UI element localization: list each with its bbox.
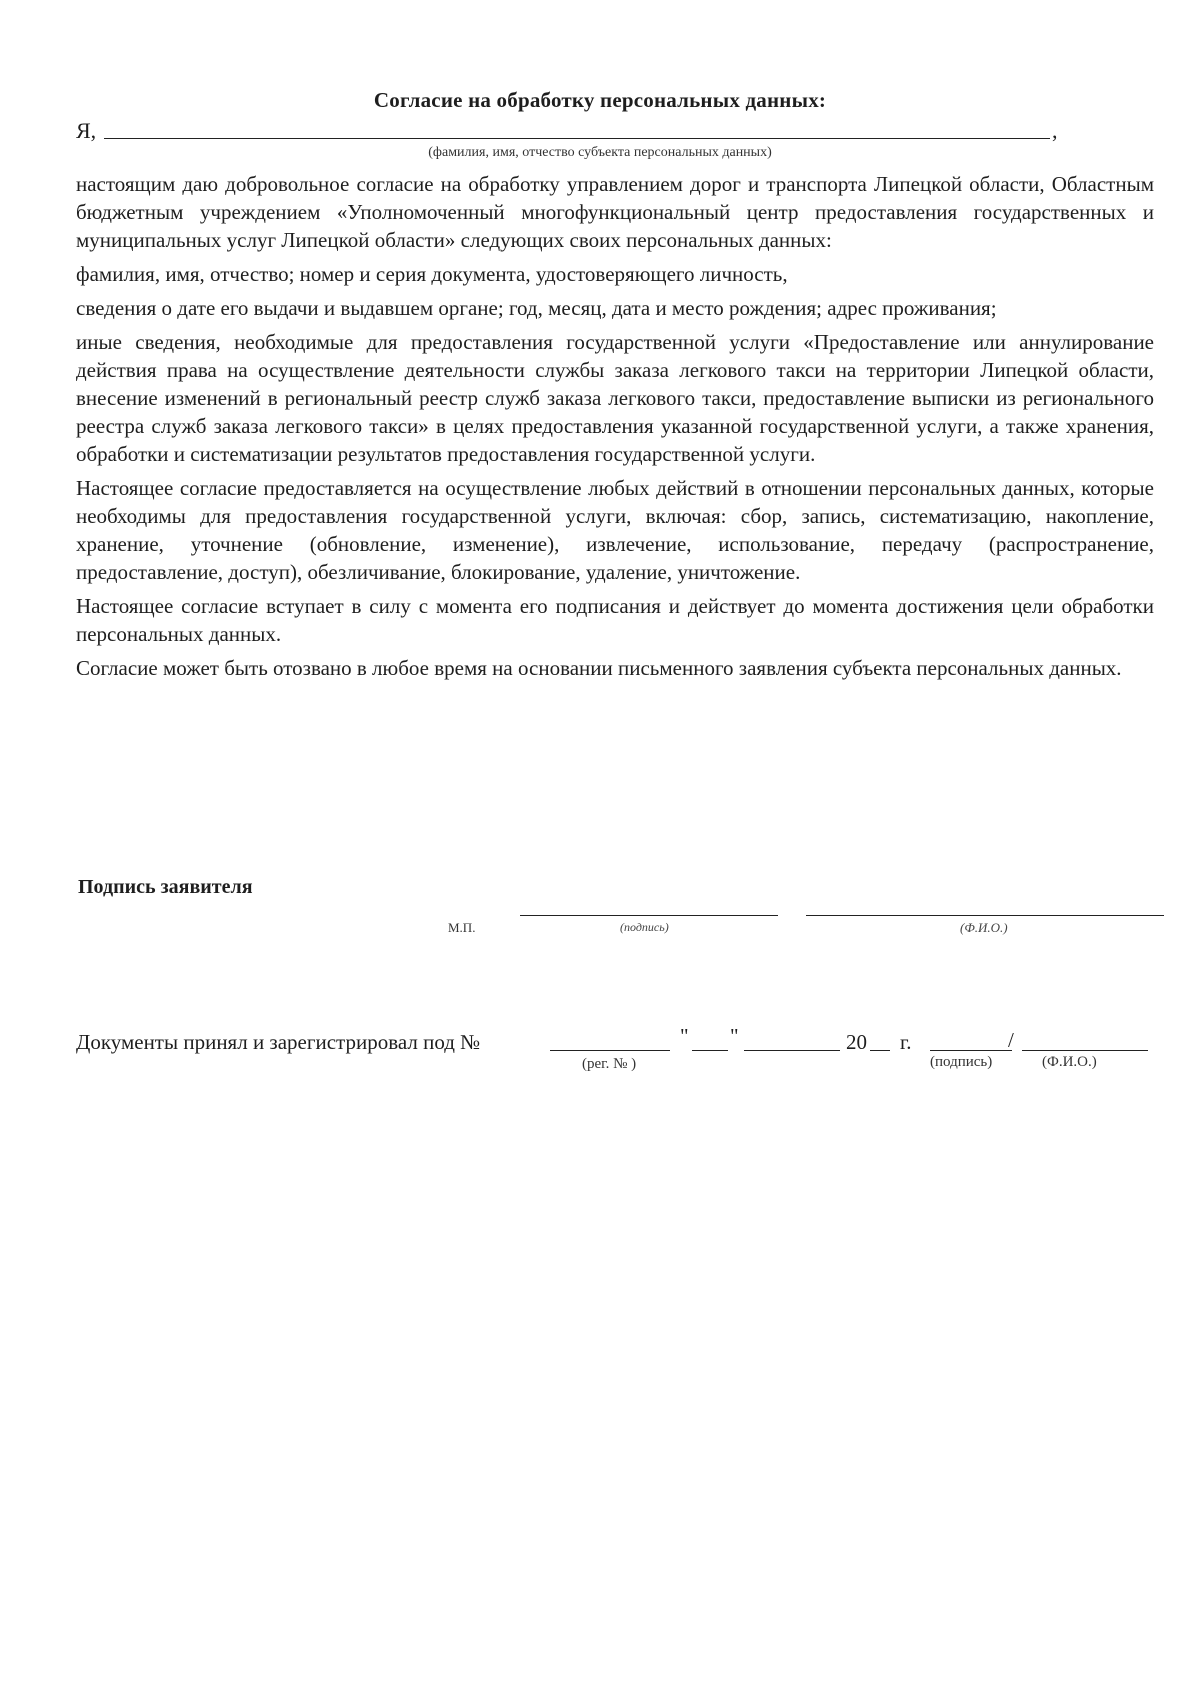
year-suffix: г. <box>900 1030 912 1054</box>
fio-caption: (фамилия, имя, отчество субъекта персональных данных) <box>428 145 772 160</box>
paragraph-5: Настоящее согласие предоставляется на осуществление любых действий в отношении персональных данных, которые необходимы для предоставления государственной услуги, включая: сбор, запись, систематизацию, накопление, хранение, уточнение (обновление, изменение), извлечение, использование, передачу (распространение, предоставление, доступ), обезличивание, блокирование, удаление, уничтожение. <box>76 476 1154 584</box>
stamp-place-label: М.П. <box>448 920 476 935</box>
applicant-fio-line[interactable] <box>806 915 1164 916</box>
document-title: Согласие на обработку персональных данных: <box>373 88 827 112</box>
year-line[interactable] <box>870 1050 890 1051</box>
reg-number-line[interactable] <box>550 1050 670 1051</box>
applicant-signature-line[interactable] <box>520 915 778 916</box>
signature-title: Подпись заявителя <box>78 876 253 898</box>
consent-body <box>76 170 1154 688</box>
ya-prefix: Я, <box>76 118 97 143</box>
year-prefix: 20 <box>846 1030 867 1054</box>
reg-number-caption: (рег. № ) <box>582 1056 637 1072</box>
open-quote: " <box>680 1024 689 1048</box>
paragraph-2: фамилия, имя, отчество; номер и серия документа, удостоверяющего личность, <box>76 262 788 286</box>
paragraph-3: сведения о дате его выдачи и выдавшем органе; год, месяц, дата и место рождения; адрес проживания; <box>76 296 997 320</box>
close-quote: " <box>730 1024 739 1048</box>
day-line[interactable] <box>692 1050 728 1051</box>
registrar-fio-line[interactable] <box>1022 1050 1148 1051</box>
registration-text: Документы принял и зарегистрировал под № <box>76 1030 481 1054</box>
paragraph-1: настоящим даю добровольное согласие на обработку управлением дорог и транспорта Липецкой области, Областным бюджетным учреждением «Уполномоченный многофункциональный центр предоставления государственных и муниципальных услуг Липецкой области» следующих своих персональных данных: <box>76 172 1154 252</box>
registrar-fio-caption: (Ф.И.О.) <box>1042 1054 1097 1070</box>
paragraph-4: иные сведения, необходимые для предоставления государственной услуги «Предоставление или аннулирование действия права на осуществление деятельности службы заказа легкового такси на территории Липецкой области, внесение изменений в региональный реестр служб заказа легкового такси, предоставление выписки из регионального реестра служб заказа легкового такси» в целях предоставления указанной государственной услуги, а также хранения, обработки и систематизации результатов предоставления государственной услуги. <box>76 330 1154 466</box>
paragraph-7: Согласие может быть отозвано в любое время на основании письменного заявления субъекта персональных данных. <box>76 656 1122 680</box>
applicant-fio-caption: (Ф.И.О.) <box>960 920 1008 935</box>
fio-comma: , <box>1052 118 1058 143</box>
applicant-signature-caption: (подпись) <box>620 920 669 934</box>
registrar-signature-caption: (подпись) <box>930 1054 993 1070</box>
signature-slash: / <box>1008 1028 1014 1052</box>
registrar-signature-line[interactable] <box>930 1050 1012 1051</box>
fio-blank-line[interactable] <box>104 138 1050 139</box>
month-line[interactable] <box>744 1050 840 1051</box>
paragraph-6: Настоящее согласие вступает в силу с момента его подписания и действует до момента достижения цели обработки персональных данных. <box>76 594 1154 646</box>
